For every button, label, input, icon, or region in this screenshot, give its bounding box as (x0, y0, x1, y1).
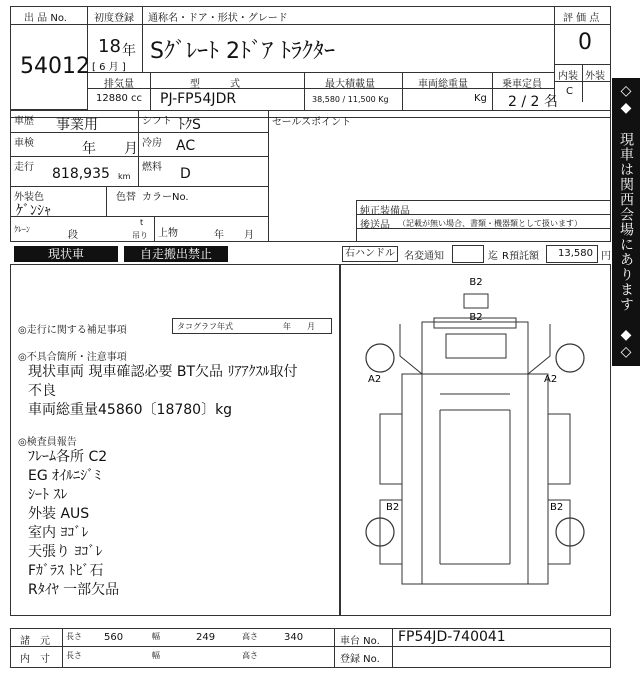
name-change-box (452, 245, 484, 263)
upper-date: 年 月 (214, 230, 254, 241)
crane-ton: t (140, 218, 144, 227)
lot-label: 出 品 No. (24, 13, 67, 24)
self-drive-banned-badge: 自走搬出禁止 (124, 246, 228, 262)
inspector-line-3: ｼｰﾄ ｽﾚ (28, 487, 68, 503)
defect-line-2: 不良 (28, 383, 56, 399)
max-load-label: 最大積載量 (325, 79, 375, 90)
displacement-label: 排気量 (104, 79, 134, 90)
color-value: ｹﾞﾝｼｬ (16, 203, 51, 219)
vehicle-damage-diagram (340, 264, 610, 616)
current-vehicle-badge: 現状車 (14, 246, 118, 262)
upper-label: 上物 (158, 228, 178, 239)
grade-label: 評 価 点 (563, 13, 600, 24)
registration-label: 登録 No. (340, 654, 380, 665)
reg-year: 18 (98, 36, 121, 57)
model-label: 通称名・ドア・形状・グレード (148, 13, 288, 24)
chassis-label: 車台 No. (340, 636, 380, 647)
crane-label: ｸﾚｰﾝ (14, 225, 30, 234)
dims-label: 諸 元 (20, 636, 50, 647)
grade-value: 0 (578, 30, 592, 55)
first-reg-label: 初度登録 (94, 13, 134, 24)
inspector-line-7: Fｶﾞﾗｽ ﾄﾋﾞ石 (28, 563, 104, 579)
capacity-label: 乗車定員 (502, 79, 542, 90)
defect-line-3: 車両総重量45860〔18780〕kg (28, 402, 233, 418)
aftermarket-note: （記載が無い場合、書類・機器類として扱います） (398, 219, 582, 228)
aftermarket-label: 後送品 (360, 220, 390, 231)
location-notice: ◇◆ 現車は関西会場にあります ◆◇ (612, 78, 640, 366)
tacho-box (172, 318, 332, 334)
color-label: 外装色 (14, 192, 44, 203)
in-width-label: 幅 (152, 651, 160, 660)
capacity-value: 2 / 2 名 (508, 94, 558, 110)
equipment-label: 純正装備品 (360, 206, 410, 217)
fuel-value: D (180, 166, 191, 182)
displacement-value: 12880 cc (96, 93, 142, 104)
interior-label: 内装 (558, 71, 578, 82)
inspector-title: ◎検査員報告 (18, 437, 77, 448)
mileage-value: 818,935 (52, 166, 110, 182)
defect-title: ◎不具合箇所・注意事項 (18, 352, 127, 363)
shift-value: ﾄｸS (178, 117, 201, 133)
recycle-unit: 円 (601, 251, 611, 262)
mark-a2-right: A2 (544, 374, 558, 385)
gross-weight-value: Kg (474, 93, 487, 104)
model-code-label: 型 式 (190, 79, 240, 90)
name-change-label: 名変通知 (404, 251, 444, 262)
inspector-line-8: Rﾀｲﾔ 一部欠品 (28, 582, 120, 598)
history-label: 車歴 (14, 116, 34, 127)
width-value: 249 (196, 632, 216, 643)
color-code-label: カラーNo. (142, 192, 189, 203)
ac-value: AC (176, 138, 196, 154)
reg-month-value: 6 月 (99, 62, 119, 73)
inspector-line-2: EG ｵｲﾙﾆｼﾞﾐ (28, 468, 102, 484)
crane-hang: 吊り (132, 231, 148, 240)
sales-point-label: セールスポイント (272, 117, 352, 128)
tacho-label: タコグラフ年式 (177, 322, 233, 331)
chassis-value: FP54JD-740041 (398, 629, 506, 645)
length-value: 560 (104, 632, 124, 643)
deadline-label: 迄 (488, 251, 498, 262)
color-change-label: 色替 (116, 192, 136, 203)
height-label: 高さ (242, 632, 258, 641)
in-height-label: 高さ (242, 651, 258, 660)
reg-month: [ 6 月 ] (92, 62, 126, 73)
inspector-line-1: ﾌﾚｰﾑ各所 C2 (28, 449, 108, 465)
ac-label: 冷房 (142, 138, 162, 149)
inspection-value: 年 月 (82, 141, 138, 157)
lot-number: 54012 (20, 54, 90, 79)
defect-line-1: 現状車両 現車確認必要 BT欠品 ﾘｱｱｸｽﾙ取付 (28, 364, 298, 380)
inspector-line-6: 天張り ﾖｺﾞﾚ (28, 544, 103, 560)
steering-box: 右ハンドル (342, 246, 398, 262)
recycle-label: R預託額 (502, 251, 539, 262)
footer-frame (10, 628, 611, 668)
interior-grade: C (566, 86, 573, 97)
supplement-title: ◎走行に関する補足事項 (18, 325, 127, 336)
max-load-value: 38,580 / 11,500 Kg (312, 95, 389, 104)
mark-b2-cab: B2 (469, 312, 483, 323)
exterior-label: 外装 (585, 71, 605, 82)
tacho-date: 年 月 (283, 322, 315, 331)
shift-label: シフト (142, 116, 172, 127)
mark-b2-top: B2 (469, 277, 483, 288)
mileage-label: 走行 (14, 162, 34, 173)
interior-dims-label: 内 寸 (20, 654, 50, 665)
mileage-unit: km (118, 172, 131, 181)
in-length-label: 長さ (66, 651, 82, 660)
mark-b2-rear-left: B2 (386, 502, 400, 513)
length-label: 長さ (66, 632, 82, 641)
gross-weight-label: 車両総重量 (418, 79, 468, 90)
fuel-label: 燃料 (142, 162, 162, 173)
mark-a2-left: A2 (368, 374, 382, 385)
mark-b2-rear-right: B2 (550, 502, 564, 513)
inspector-line-5: 室内 ﾖｺﾞﾚ (28, 525, 89, 541)
width-label: 幅 (152, 632, 160, 641)
inspection-label: 車検 (14, 138, 34, 149)
recycle-amount: 13,580 (546, 245, 598, 263)
inspector-line-4: 外装 AUS (28, 506, 90, 522)
truck-outline-svg (340, 264, 610, 616)
history-value: 事業用 (56, 117, 98, 133)
model-code-value: PJ-FP54JDR (160, 91, 237, 107)
height-value: 340 (284, 632, 304, 643)
crane-stage: 段 (68, 230, 78, 241)
vehicle-title: Sｸﾞﾚｰﾄ 2ﾄﾞｱ ﾄﾗｸﾀｰ (150, 39, 335, 64)
reg-year-unit: 年 (122, 43, 136, 59)
